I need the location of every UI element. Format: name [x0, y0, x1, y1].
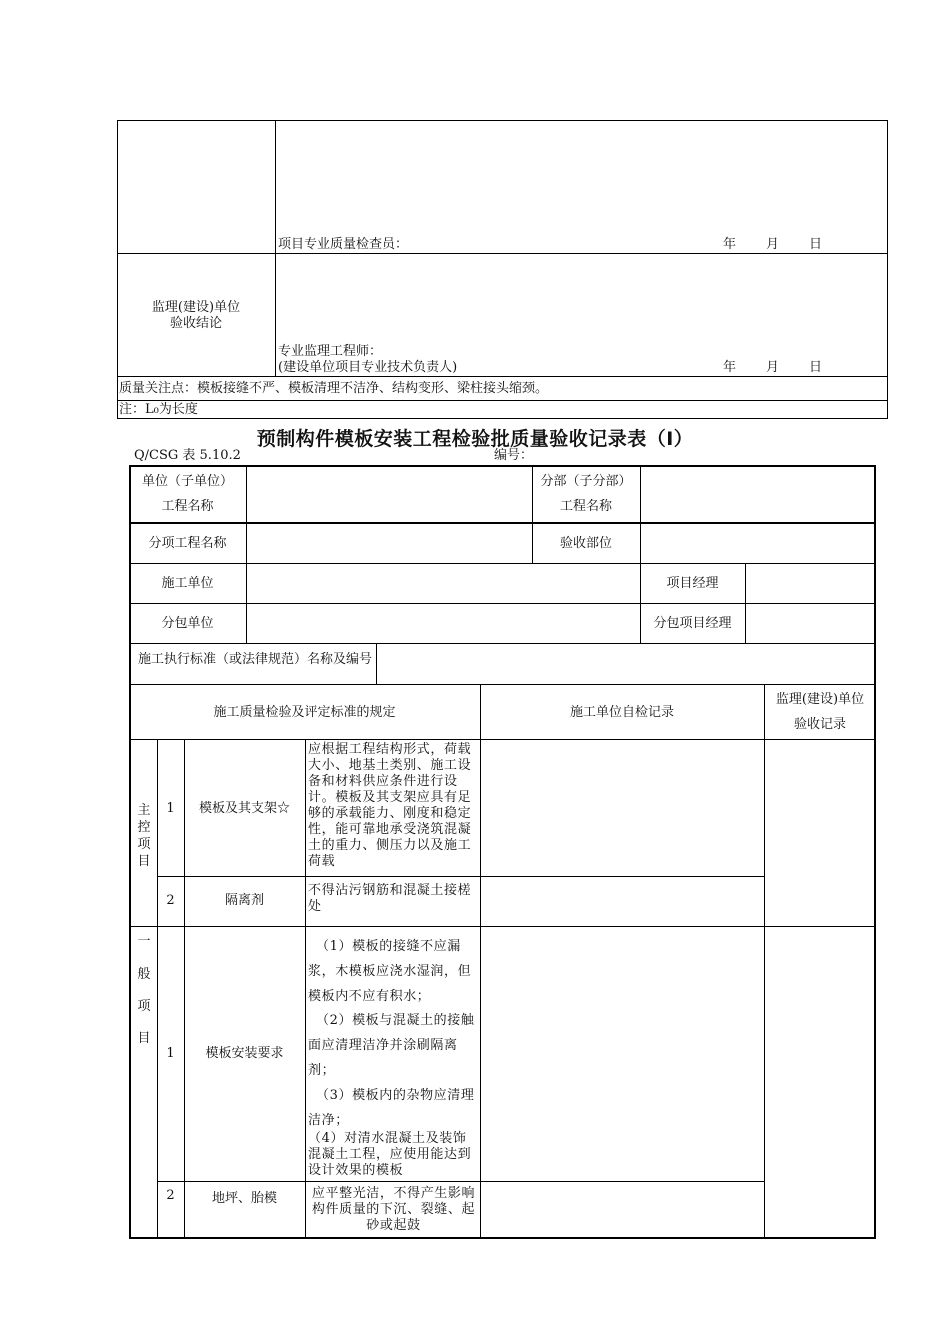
date-day: 日 [809, 360, 823, 375]
col-line [376, 643, 377, 684]
date-month: 月 [766, 360, 780, 375]
main-item-no: 1 [166, 801, 175, 816]
general-group-char: 一 [137, 934, 151, 949]
inspector-label: 项目专业质量检查员： [278, 237, 409, 252]
main-item-spec: 不得沾污钢筋和混凝土接槎处 [308, 883, 472, 914]
general-item-spec-line: （2）模板与混凝土的接触面应清理洁净并涂刷隔离剂； [308, 1013, 475, 1078]
col-line [480, 684, 481, 1239]
upper-row-line [117, 400, 888, 401]
row-line [129, 522, 876, 524]
general-group-char: 般 [137, 967, 151, 982]
acceptance-part-label: 验收部位 [559, 536, 612, 551]
col-line [246, 465, 247, 643]
col-line [745, 563, 746, 643]
main-item-no: 2 [166, 893, 175, 908]
upper-row-line [117, 253, 888, 254]
subitem-project-label: 分项工程名称 [148, 536, 227, 551]
contractor-label: 施工单位 [161, 576, 214, 591]
general-group-char: 项 [137, 999, 151, 1014]
number-label: 编号： [494, 448, 534, 463]
general-item-spec-line: （1）模板的接缝不应漏浆，木模板应浇水湿润，但模板内不应有积水； [308, 939, 472, 1004]
date-day: 日 [809, 237, 823, 252]
row-line [129, 603, 876, 604]
division-project-label-2: 工程名称 [559, 499, 612, 514]
date-month: 月 [766, 237, 780, 252]
length-note: 注：L₀为长度 [119, 402, 198, 417]
form-title: 预制构件模板安装工程检验批质量验收记录表（Ⅰ） [256, 428, 694, 450]
upper-table-divider [275, 120, 276, 376]
division-project-label: 分部（子分部） [540, 474, 632, 489]
row-line [157, 1181, 764, 1182]
quality-focus: 质量关注点：模板接缝不严、模板清理不洁净、结构变形、梁柱接头缩颈。 [119, 381, 549, 396]
supervision-label-2: 验收结论 [169, 316, 222, 331]
general-item-spec-line: （3）模板内的杂物应清理洁净； [308, 1088, 475, 1128]
row-line [157, 876, 764, 877]
general-item-no: 2 [166, 1188, 175, 1203]
project-manager-label: 项目经理 [666, 576, 719, 591]
engineer-label: 专业监理工程师： [278, 344, 383, 359]
standard-label: 施工执行标准（或法律规范）名称及编号 [138, 652, 373, 667]
col-line [305, 739, 306, 1239]
unit-project-label-2: 工程名称 [161, 499, 214, 514]
general-item-no: 1 [166, 1046, 175, 1061]
col-supervision-header: 监理(建设)单位 [775, 692, 865, 707]
standard-label-cell [131, 644, 375, 683]
general-item-name: 地坪、胎模 [211, 1191, 277, 1206]
owner-label: (建设单位项目专业技术负责人) [278, 360, 458, 375]
general-item-spec-line: （4）对清水混凝土及装饰混凝土工程，应使用能达到设计效果的模板 [308, 1131, 472, 1178]
general-item-name: 模板安装要求 [205, 1046, 284, 1061]
main-item-spec: 应根据工程结构形式，荷载大小、地基土类别、施工设备和材料供应条件进行设计。模板及其支架应具有足够的承载能力、刚度和稳定性，能可靠地承受浇筑混凝土的重力、侧压力以及施工荷载 [308, 742, 472, 869]
general-item-spec: 应平整光洁，不得产生影响构件质量的下沉、裂缝、起砂或起鼓 [311, 1186, 476, 1233]
main-group-char: 控 [137, 820, 151, 835]
date-year: 年 [723, 237, 737, 252]
col-spec-header: 施工质量检验及评定标准的规定 [213, 705, 396, 720]
col-supervision-header-2: 验收记录 [793, 717, 846, 732]
sub-project-manager-label: 分包项目经理 [653, 616, 732, 631]
form-code: Q/CSG 表 5.10.2 [134, 448, 241, 463]
subcontractor-label: 分包单位 [161, 616, 214, 631]
main-group-char: 目 [137, 854, 151, 869]
main-item-name: 模板及其支架☆ [198, 801, 290, 816]
main-item-name: 隔离剂 [224, 893, 264, 908]
unit-project-label: 单位（子单位） [141, 474, 233, 489]
upper-row-line [117, 376, 888, 377]
main-group-char: 主 [137, 803, 151, 818]
col-self-check-header: 施工单位自检记录 [569, 705, 674, 720]
general-group-char: 目 [137, 1031, 151, 1046]
date-year: 年 [723, 360, 737, 375]
row-line [129, 563, 876, 564]
main-group-char: 项 [137, 837, 151, 852]
supervision-label: 监理(建设)单位 [151, 300, 241, 315]
col-line [764, 684, 765, 1239]
